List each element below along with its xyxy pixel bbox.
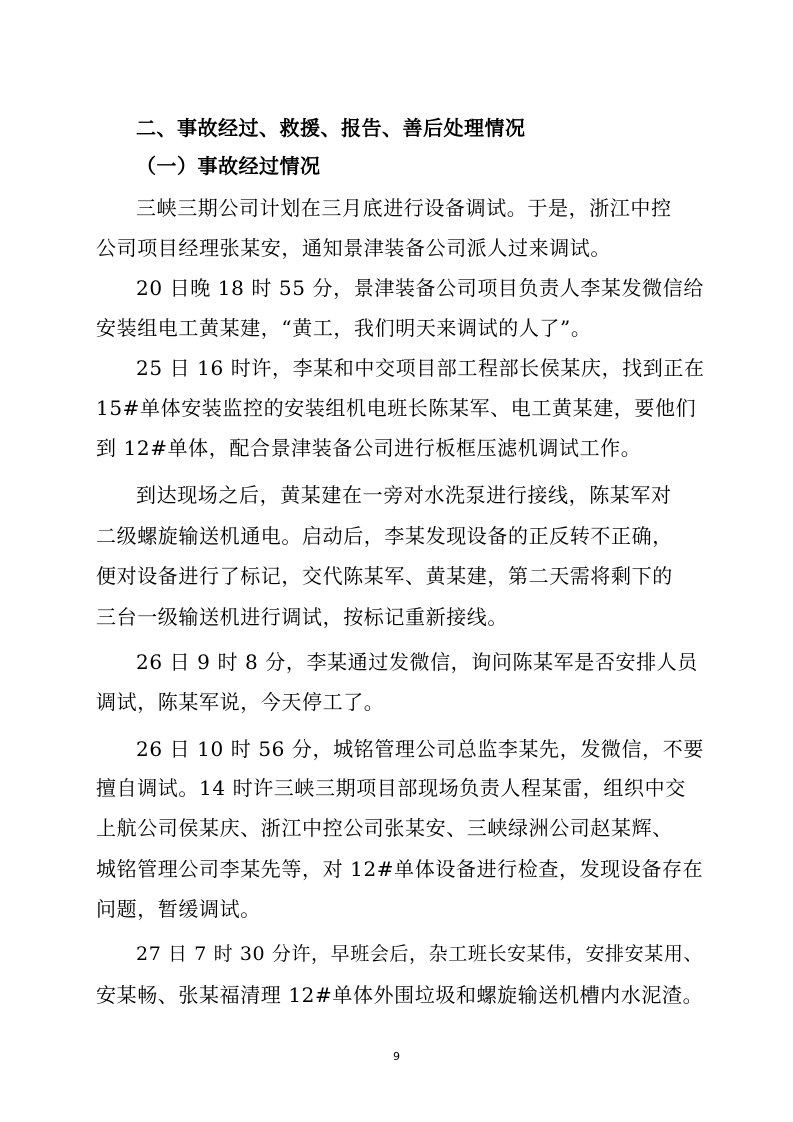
paragraph-line: 便对设备进行了标记，交代陈某军、黄某建，第二天需将剩下的 [96, 564, 673, 588]
paragraph-line: 三峡三期公司计划在三月底进行设备调试。于是，浙江中控 [136, 196, 672, 220]
paragraph-line: 城铭管理公司李某先等，对 12#单体设备进行检查，发现设备存在 [96, 857, 704, 881]
paragraph-line: 到 12#单体，配合景津装备公司进行板框压滤机调试工作。 [96, 436, 642, 460]
paragraph-line: 擅自调试。14 时许三峡三期项目部现场负责人程某雷，组织中交 [96, 776, 686, 800]
paragraph-line: 安装组电工黄某建，“黄工，我们明天来调试的人了”。 [96, 316, 592, 340]
paragraph-line: 20 日晚 18 时 55 分，景津装备公司项目负责人李某发微信给 [136, 276, 704, 300]
paragraph-line: 15#单体安装监控的安装组机电班长陈某军、电工黄某建，要他们 [96, 396, 697, 420]
paragraph-line: 调试，陈某军说，今天停工了。 [96, 690, 385, 714]
paragraph-line: 二级螺旋输送机通电。启动后，李某发现设备的正反转不正确， [96, 524, 673, 548]
paragraph-line: 上航公司侯某庆、浙江中控公司张某安、三峡绿洲公司赵某辉、 [96, 816, 673, 840]
paragraph-line: 25 日 16 时许，李某和中交项目部工程部长侯某庆，找到正在 [136, 356, 705, 380]
paragraph-line: 到达现场之后，黄某建在一旁对水洗泵进行接线，陈某军对 [136, 483, 672, 507]
paragraph-line: 问题，暂缓调试。 [96, 897, 261, 921]
paragraph-line: 三台一级输送机进行调试，按标记重新接线。 [96, 605, 508, 629]
subsection-title: （一）事故经过情况 [136, 154, 321, 178]
paragraph-line: 27 日 7 时 30 分许，早班会后，杂工班长安某伟，安排安某用、 [136, 943, 704, 965]
paragraph-line: 公司项目经理张某安，通知景津装备公司派人过来调试。 [96, 236, 611, 260]
paragraph-line: 安某畅、张某福清理 12#单体外围垃圾和螺旋输送机槽内水泥渣。 [96, 983, 704, 1007]
paragraph-line: 26 日 9 时 8 分，李某通过发微信，询问陈某军是否安排人员 [136, 650, 698, 674]
paragraph-line: 26 日 10 时 56 分，城铭管理公司总监李某先，发微信，不要 [136, 737, 704, 761]
page-number: 9 [393, 1050, 400, 1063]
section-title: 二、事故经过、救援、报告、善后处理情况 [136, 116, 526, 140]
